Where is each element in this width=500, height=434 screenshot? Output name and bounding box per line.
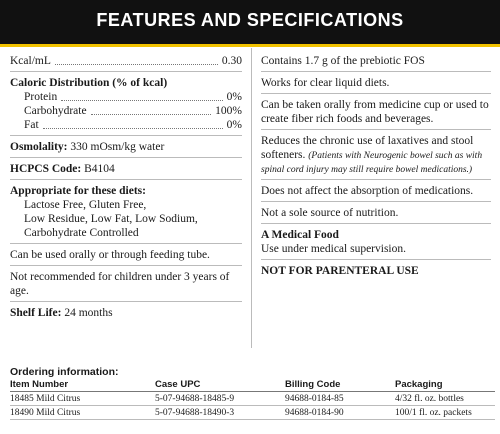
column-header-billing-code: Billing Code (285, 378, 395, 392)
distribution-label: Protein (24, 91, 58, 103)
rule (10, 179, 242, 180)
kcal-value: 0.30 (221, 55, 242, 67)
rule (261, 179, 491, 180)
rule (261, 71, 491, 72)
column-header-packaging: Packaging (395, 378, 495, 392)
distribution-row-protein (10, 90, 242, 104)
reduces-block (261, 134, 491, 176)
distribution-value: 0% (226, 119, 242, 131)
item-number-cell: 18485 Mild Citrus (10, 392, 155, 406)
shelf-life-label: Shelf Life: (10, 307, 62, 319)
dot-leader (61, 90, 222, 101)
dot-leader (91, 104, 212, 115)
sole-source-text: Not a sole source of nutrition. (261, 207, 399, 219)
fos-text: Contains 1.7 g of the prebiotic FOS (261, 55, 425, 67)
shelf-life-value: 24 months (64, 307, 113, 319)
medical-food-text: Use under medical supervision. (261, 243, 406, 255)
packaging-cell: 100/1 fl. oz. packets (395, 406, 495, 420)
billing-code-cell: 94688-0184-85 (285, 392, 395, 406)
hcpcs-label: HCPCS Code: (10, 163, 82, 175)
oral-use-text: Can be taken orally from medicine cup or used to create fiber rich foods and beverages. (261, 99, 489, 125)
rule (10, 243, 242, 244)
kcal-row (10, 54, 242, 68)
column-header-item-number: Item Number (10, 378, 155, 392)
clear-liquid-text: Works for clear liquid diets. (261, 77, 390, 89)
absorption-text: Does not affect the absorption of medications. (261, 185, 474, 197)
reduces-note: (Patients with Neurogenic bowel such as with spinal cord injury may still require bowel medications.) (261, 151, 483, 175)
column-header-case-upc: Case UPC (155, 378, 285, 392)
right-column (261, 54, 491, 278)
osmolality-value: 330 mOsm/kg water (70, 141, 165, 153)
medical-food-heading: A Medical Food (261, 229, 339, 241)
osmolality-line (10, 140, 242, 154)
hcpcs-line (10, 162, 242, 176)
not-recommended-text: Not recommended for children under 3 years of age. (10, 271, 230, 297)
distribution-label: Carbohydrate (24, 105, 87, 117)
rule (10, 265, 242, 266)
dot-leader (55, 54, 218, 65)
distribution-row-fat (10, 118, 242, 132)
ordering-title: Ordering information: (10, 366, 119, 378)
ordering-header-row (10, 378, 495, 392)
osmolality-label: Osmolality: (10, 141, 68, 153)
distribution-value: 0% (226, 91, 242, 103)
column-divider (251, 48, 252, 348)
dot-leader (43, 118, 223, 129)
kcal-label: Kcal/mL (10, 55, 51, 67)
distribution-label: Fat (24, 119, 39, 131)
case-upc-cell: 5-07-94688-18490-3 (155, 406, 285, 420)
hcpcs-value: B4104 (84, 163, 115, 175)
usage-text: Can be used orally or through feeding tube. (10, 249, 210, 261)
left-column (10, 54, 242, 320)
distribution-value: 100% (215, 105, 242, 117)
table-row (10, 406, 495, 420)
rule (261, 93, 491, 94)
distribution-row-carbohydrate (10, 104, 242, 118)
page-title: FEATURES AND SPECIFICATIONS (96, 10, 404, 30)
appropriate-heading: Appropriate for these diets: (10, 185, 146, 197)
caloric-heading: Caloric Distribution (% of kcal) (10, 77, 168, 89)
rule (261, 201, 491, 202)
reduces-text: Reduces the chronic use of laxatives and stool softeners. (261, 135, 474, 161)
ordering-section (10, 366, 495, 420)
ordering-table (10, 378, 495, 420)
shelf-life-line (10, 306, 242, 320)
item-number-cell: 18490 Mild Citrus (10, 406, 155, 420)
diet-line: Carbohydrate Controlled (24, 227, 139, 239)
rule (261, 223, 491, 224)
rule (10, 71, 242, 72)
diet-line: Lactose Free, Gluten Free, (24, 199, 147, 211)
packaging-cell: 4/32 fl. oz. bottles (395, 392, 495, 406)
diet-line: Low Residue, Low Fat, Low Sodium, (24, 213, 198, 225)
billing-code-cell: 94688-0184-90 (285, 406, 395, 420)
case-upc-cell: 5-07-94688-18485-9 (155, 392, 285, 406)
table-row (10, 392, 495, 406)
parenteral-warning: NOT FOR PARENTERAL USE (261, 265, 419, 277)
rule (10, 301, 242, 302)
header-accent-rule (0, 44, 500, 47)
rule (261, 129, 491, 130)
rule (261, 259, 491, 260)
rule (10, 135, 242, 136)
rule (10, 157, 242, 158)
